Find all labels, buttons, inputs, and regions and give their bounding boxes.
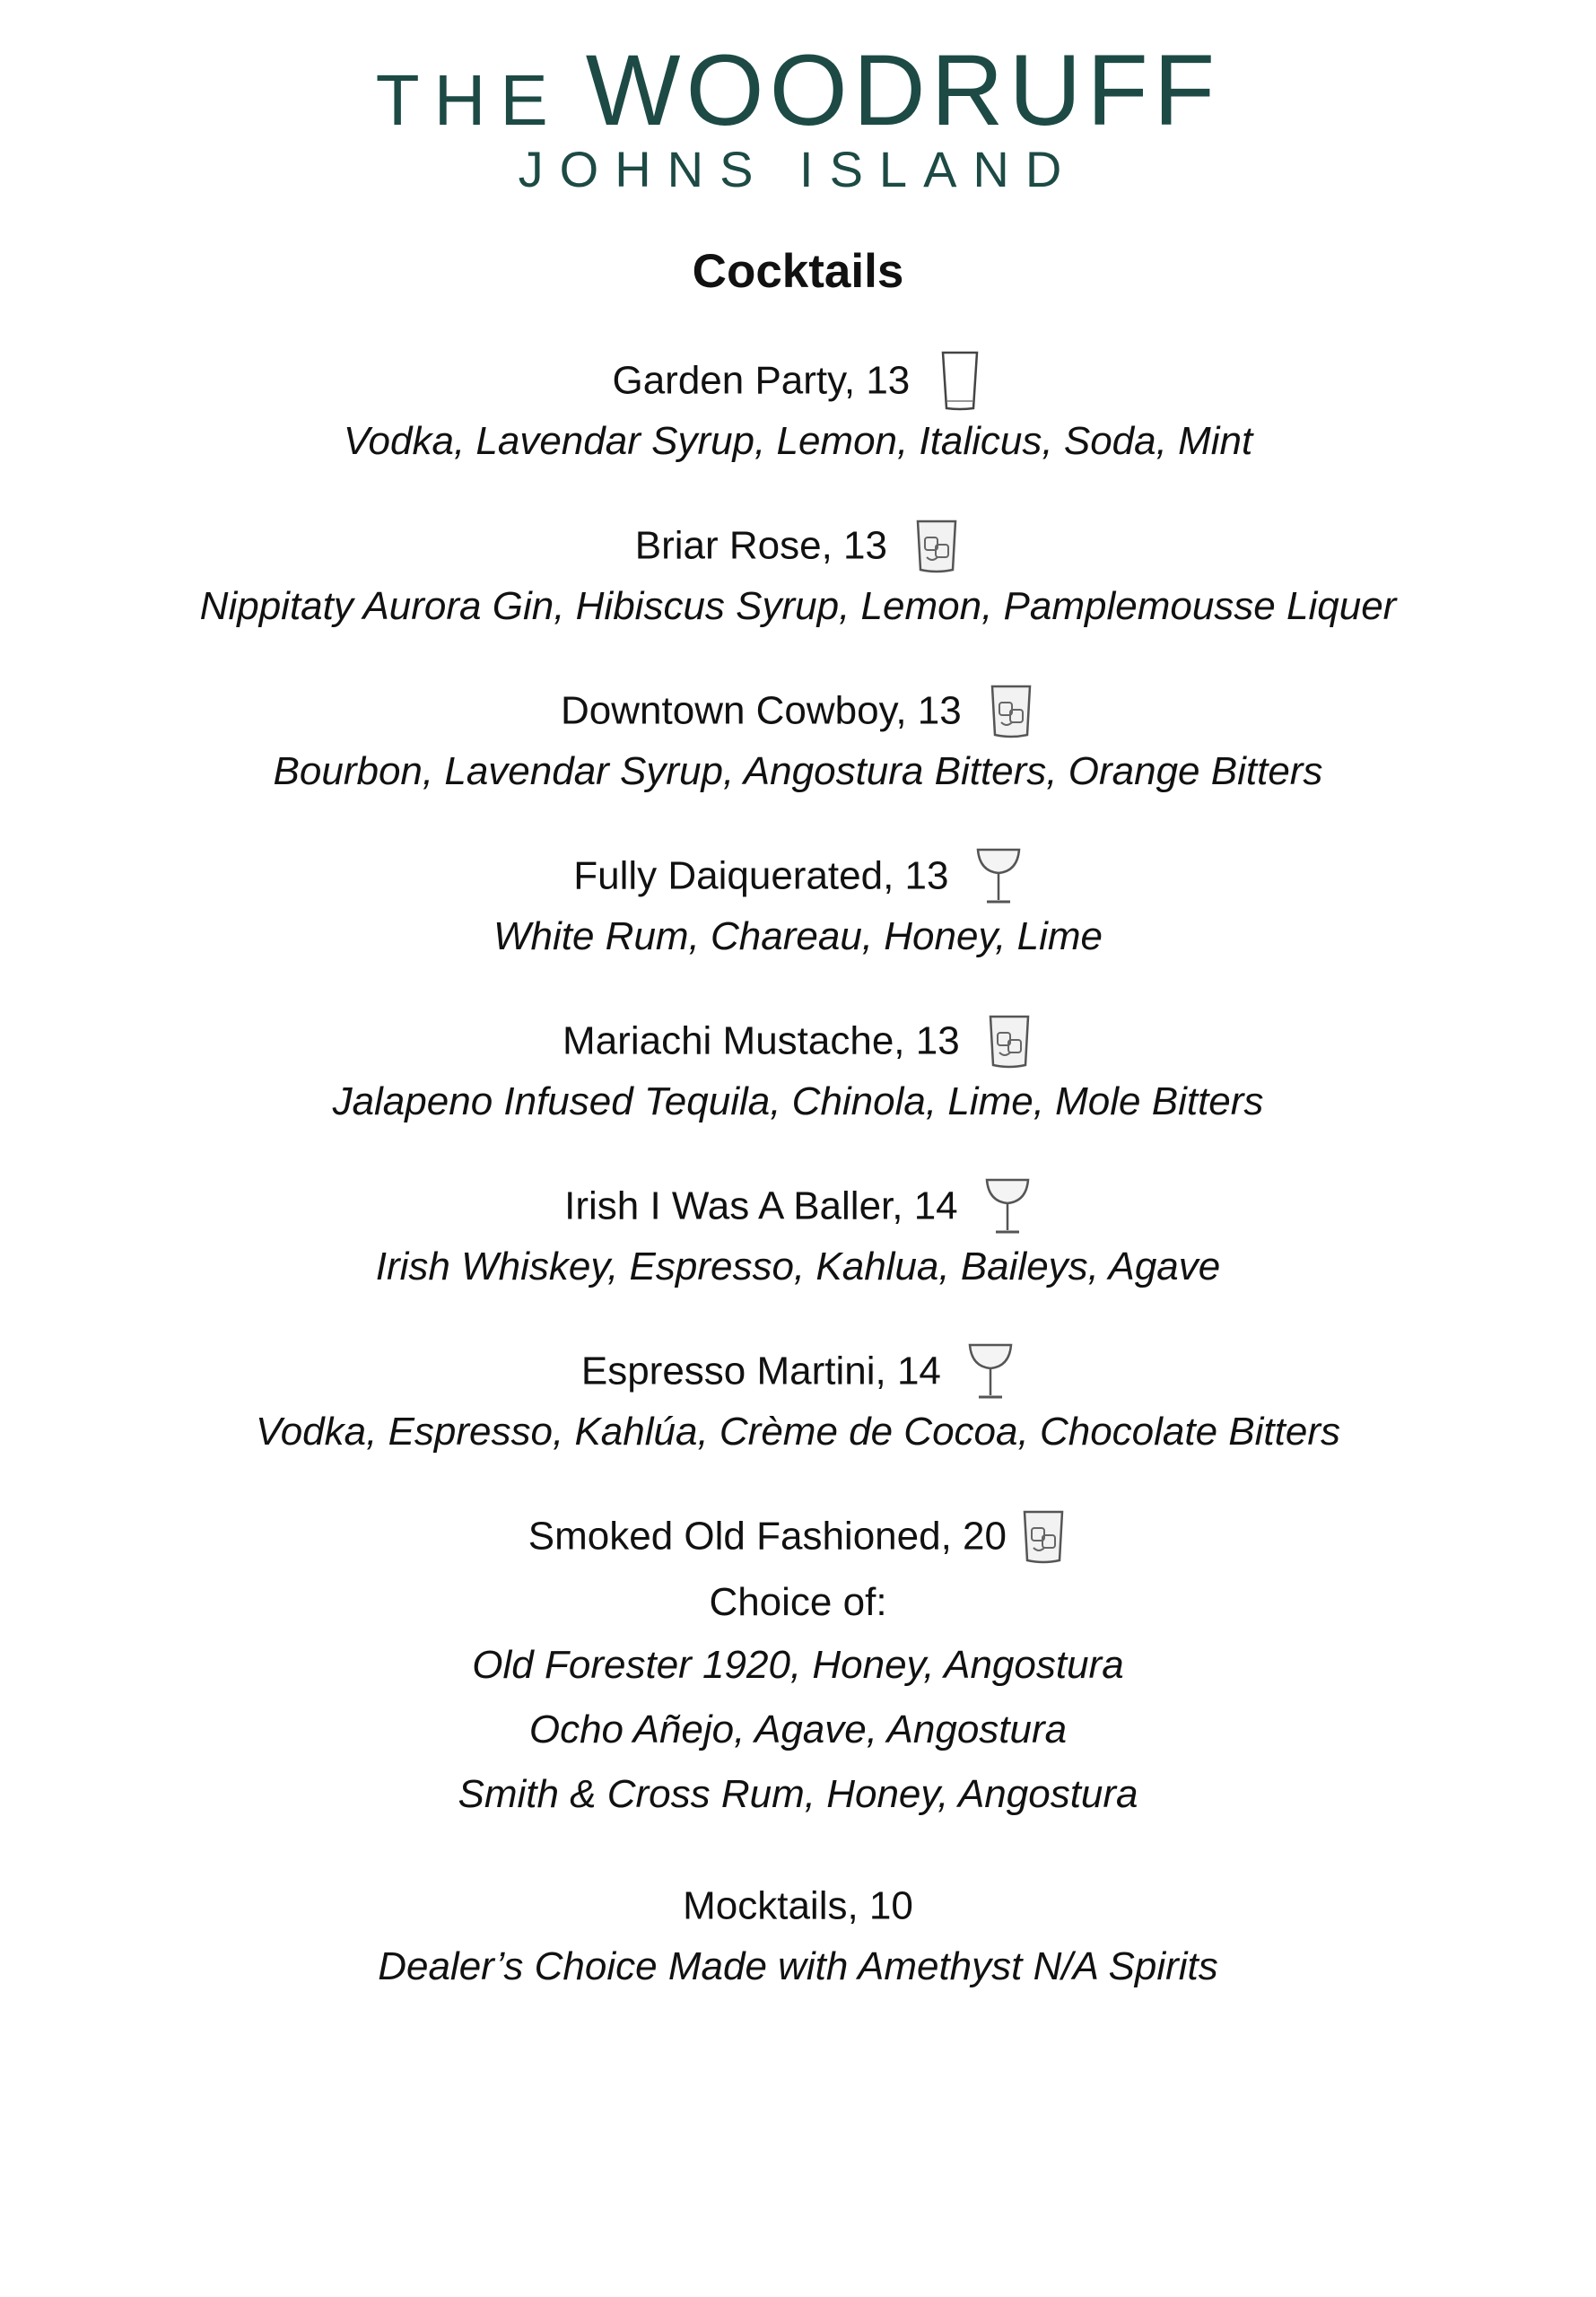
item-description: Vodka, Espresso, Kahlúa, Crème de Cocoa, Chocolate Bitters <box>256 1410 1340 1454</box>
item-description: White Rum, Chareau, Honey, Lime <box>493 914 1103 958</box>
menu-item <box>0 1166 1596 1292</box>
highball-glass-icon <box>936 349 984 412</box>
menu-item <box>0 1001 1596 1127</box>
item-name: Briar Rose, 13 <box>634 523 887 568</box>
item-name: Downtown Cowboy, 13 <box>561 688 962 733</box>
item-name: Fully Daiquerated, 13 <box>573 853 949 898</box>
menu-item-mocktails <box>0 1866 1596 1992</box>
menu-item <box>0 506 1596 632</box>
rocks-glass-icon <box>912 514 961 577</box>
item-description: Nippitaty Aurora Gin, Hibiscus Syrup, Lemon, Pamplemousse Liquer <box>199 584 1397 628</box>
item-description: Dealer’s Choice Made with Amethyst N/A Spirits <box>378 1944 1218 1988</box>
item-description: Bourbon, Lavendar Syrup, Angostura Bitters, Orange Bitters <box>273 749 1323 793</box>
item-name: Mocktails, 10 <box>683 1883 913 1928</box>
menu-item <box>0 671 1596 797</box>
choice-option: Ocho Añejo, Agave, Angostura <box>528 1707 1068 1751</box>
coupe-glass-icon <box>983 1175 1032 1237</box>
choice-label: Choice of: <box>709 1580 887 1624</box>
rocks-glass-icon <box>987 679 1035 742</box>
choice-option: Old Forester 1920, Honey, Angostura <box>472 1643 1124 1687</box>
item-name: Mariachi Mustache, 13 <box>563 1018 960 1063</box>
coupe-glass-icon <box>966 1340 1015 1402</box>
item-description: Jalapeno Infused Tequila, Chinola, Lime, Mole Bitters <box>332 1079 1264 1123</box>
brand-the: THE <box>375 60 563 140</box>
rocks-glass-icon <box>985 1009 1033 1072</box>
item-name: Espresso Martini, 14 <box>580 1349 941 1393</box>
section-heading: Cocktails <box>692 245 904 298</box>
rocks-glass-icon <box>1019 1505 1068 1568</box>
menu-item <box>0 341 1596 467</box>
coupe-glass-icon <box>974 844 1023 907</box>
menu-item <box>0 1332 1596 1457</box>
item-name: Smoked Old Fashioned, 20 <box>528 1514 1007 1559</box>
item-name: Irish I Was A Baller, 14 <box>564 1183 958 1228</box>
menu-item-smoked-old-fashioned <box>0 1497 1596 1827</box>
menu-item <box>0 836 1596 962</box>
item-description: Vodka, Lavendar Syrup, Lemon, Italicus, Soda, Mint <box>343 419 1253 463</box>
item-description: Irish Whiskey, Espresso, Kahlua, Baileys, Agave <box>375 1245 1221 1288</box>
cocktail-list <box>0 341 1596 2031</box>
brand-logo <box>0 32 1596 146</box>
item-name: Garden Party, 13 <box>612 358 911 403</box>
brand-location: JOHNS ISLAND <box>518 141 1078 197</box>
brand-name: WOODRUFF <box>585 34 1221 146</box>
choice-option: Smith & Cross Rum, Honey, Angostura <box>458 1772 1138 1816</box>
